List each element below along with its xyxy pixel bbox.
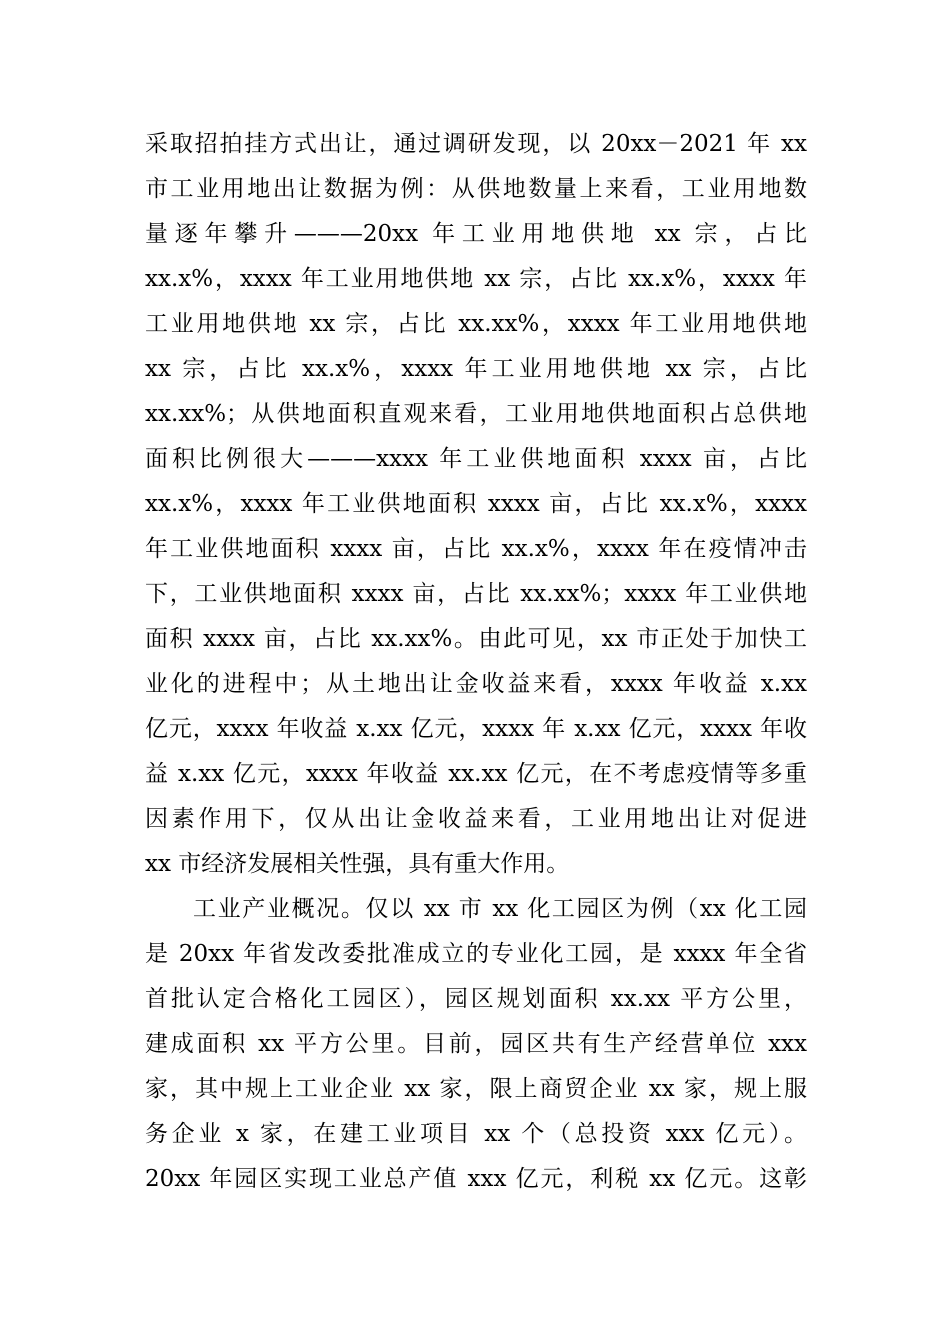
text-line: 家，其中规上工业企业 xx 家，限上商贸企业 xx 家，规上服 xyxy=(145,1076,807,1102)
text-line: 工业用地供地 xx 宗，占比 xx.xx%，xxxx 年工业用地供地 xyxy=(145,311,807,337)
text-line: 工业产业概况。仅以 xx 市 xx 化工园区为例（xx 化工园 xyxy=(193,896,807,922)
text-line: 建成面积 xx 平方公里。目前，园区共有生产经营单位 xxx xyxy=(145,1031,807,1057)
text-line: 务企业 x 家，在建工业项目 xx 个（总投资 xxx 亿元）。 xyxy=(145,1121,807,1147)
paragraph-land-supply xyxy=(145,122,807,887)
text-line: 面积比例很大———xxxx 年工业供地面积 xxxx 亩，占比 xyxy=(145,446,807,472)
text-line: 年工业供地面积 xxxx 亩，占比 xx.x%，xxxx 年在疫情冲击 xyxy=(145,536,807,562)
paragraph-industry-overview xyxy=(145,887,807,1202)
text-line: 下，工业供地面积 xxxx 亩，占比 xx.xx%；xxxx 年工业供地 xyxy=(145,581,807,607)
text-line: 业化的进程中；从土地出让金收益来看，xxxx 年收益 x.xx xyxy=(145,671,807,697)
text-line: 采取招拍挂方式出让，通过调研发现，以 20xx－2021 年 xx xyxy=(145,131,807,157)
document-body xyxy=(145,122,807,1202)
text-line: 面积 xxxx 亩，占比 xx.xx%。由此可见，xx 市正处于加快工 xyxy=(145,626,807,652)
text-line: 量逐年攀升———20xx 年工业用地供地 xx 宗，占比 xyxy=(145,221,807,247)
text-line: 亿元，xxxx 年收益 x.xx 亿元，xxxx 年 x.xx 亿元，xxxx 年收 xyxy=(145,716,807,742)
text-line: 20xx 年园区实现工业总产值 xxx 亿元，利税 xx 亿元。这彰 xyxy=(145,1166,807,1192)
text-line: xx 市经济发展相关性强，具有重大作用。 xyxy=(145,851,570,877)
text-line: 益 x.xx 亿元，xxxx 年收益 xx.xx 亿元，在不考虑疫情等多重 xyxy=(145,761,807,787)
text-line: 市工业用地出让数据为例：从供地数量上来看，工业用地数 xyxy=(145,176,807,202)
text-line: xx 宗，占比 xx.x%，xxxx 年工业用地供地 xx 宗，占比 xyxy=(145,356,807,382)
text-line: xx.x%，xxxx 年工业用地供地 xx 宗，占比 xx.x%，xxxx 年 xyxy=(145,266,807,292)
text-line: xx.xx%；从供地面积直观来看，工业用地供地面积占总供地 xyxy=(145,401,807,427)
text-line: 首批认定合格化工园区），园区规划面积 xx.xx 平方公里， xyxy=(145,986,807,1012)
text-line: xx.x%，xxxx 年工业供地面积 xxxx 亩，占比 xx.x%，xxxx xyxy=(145,491,807,517)
text-line: 是 20xx 年省发改委批准成立的专业化工园，是 xxxx 年全省 xyxy=(145,941,807,967)
text-line: 因素作用下，仅从出让金收益来看，工业用地出让对促进 xyxy=(145,806,807,832)
